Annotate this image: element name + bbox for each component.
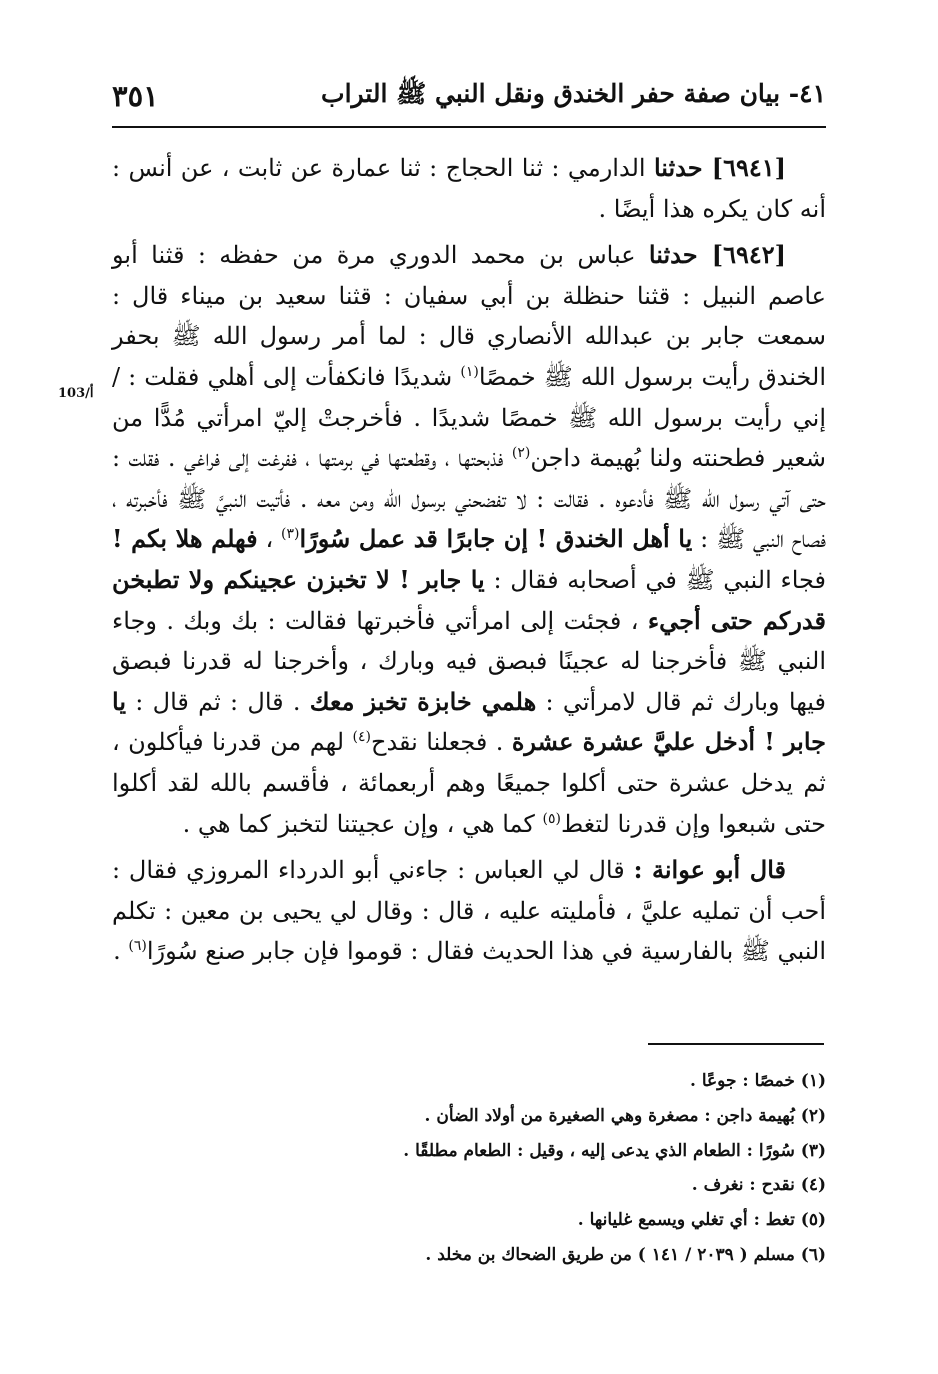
footnote: (٢) بُهيمة داجن : مصغرة وهي الصغيرة من أولاد الضأن . bbox=[424, 1105, 826, 1126]
paragraph bbox=[112, 850, 826, 972]
footnote: (٣) سُورًا : الطعام الذي يدعى إليه ، وقيل : الطعام مطلقًا . bbox=[403, 1140, 826, 1161]
footnote-ref: (٣) bbox=[281, 526, 300, 543]
bold-text: هلمي خابزة تخبز معك bbox=[309, 686, 537, 716]
footnote: (٦) مسلم ( ٢٠٣٩ / ١٤١ ) من طريق الضحاك بن مخلد . bbox=[425, 1244, 826, 1265]
text-segment: فجاء النبي ﷺ في أصحابه فقال : bbox=[484, 565, 827, 594]
text-segment: شديدًا فانكفأت إلى أهلي فقلت : / إني رأيت برسول الله ﷺ خمصًا شديدًا . فأخرجتْ إليّ امرأتي مُدًّا من شعير فطحنته ولنا بُهيمة داجن bbox=[112, 362, 826, 473]
text-segment: ، فجئت إلى امرأتي فأخبرتها فقالت : بك وبك . وجاء النبي ﷺ فأخرجنا له عجينًا فبصق فيه وبارك ، وأخرجنا له قدرنا فبصق فيها وبارك ثم قال لامرأتي : bbox=[112, 606, 826, 716]
footnote-ref: (٦) bbox=[128, 938, 147, 955]
page-header bbox=[112, 78, 826, 114]
main-text bbox=[112, 148, 826, 978]
bold-text: [٦٩٤١] حدثنا bbox=[653, 153, 786, 182]
bold-text: [٦٩٤٢] حدثنا bbox=[648, 240, 786, 270]
footnotes bbox=[112, 1064, 826, 1273]
text-segment: . فجعلنا نقدح bbox=[370, 728, 512, 757]
bold-text: يا جابر ! أدخل عليَّ عشرة عشرة bbox=[112, 686, 827, 757]
text-segment: عباس بن محمد الدوري مرة من حفظه : قثنا أبو عاصم النبيل : قثنا حنظلة بن أبي سفيان : قثنا سعيد بن ميناء قال : سمعت جابر بن عبدالله الأنصاري قال : لما أمر رسول الله ﷺ بحفر الخندق رأيت برسول الله ﷺ خمصًا bbox=[112, 241, 826, 391]
bold-text: فهلم هلا بكم ! bbox=[112, 524, 258, 554]
bold-text: يا أهل الخندق ! إن جابرًا قد عمل سُورًا bbox=[299, 524, 693, 554]
footnote: (٥) تغط : أي تغلي ويسمع غليانها . bbox=[577, 1210, 826, 1231]
text-segment: الدارمي : ثنا الحجاج : ثنا عمارة عن ثابت ، عن أنس : أنه كان يكره هذا أيضًا . bbox=[112, 154, 826, 223]
running-title: ٤١- بيان صفة حفر الخندق ونقل النبي ﷺ التراب bbox=[321, 78, 826, 108]
bold-text: قال أبو عوانة : bbox=[633, 855, 787, 885]
text-segment: فذبحتها ، وقطعتها في برمتها ، ففرغت إلى فراغي . فقلت : حتى آتي رسول الله ﷺ فأدعوه . فقالت : لا تفضحني برسول الله ومن معه . فأتيت النبيَّ ﷺ فأخبرته ، فصاح النبي ﷺ : bbox=[112, 444, 827, 554]
bold-text: يا جابر ! لا تخبزن عجينكم ولا تطبخن قدركم حتى أجيء bbox=[112, 564, 826, 635]
text-segment: ، bbox=[257, 525, 282, 554]
text-segment: لهم من قدرنا فيأكلون ، ثم يدخل عشرة حتى أكلوا جميعًا وهم أربعمائة ، فأقسم بالله لقد أكلوا حتى شبعوا وإن قدرنا لتغط bbox=[112, 728, 826, 838]
footnote-ref: (٢) bbox=[511, 445, 531, 462]
footnote: (١) خمصًا : جوعًا . bbox=[690, 1071, 826, 1091]
text-segment: قال لي العباس : جاءني أبو الدرداء المروزي فقال : أحب أن تمليه عليَّ ، فأمليته عليه ، قال : وقال لي يحيى بن معين : تكلم النبي ﷺ بالفارسية في هذا الحديث فقال : قوموا فإن جابر صنع سُورًا bbox=[112, 856, 826, 966]
paragraph bbox=[112, 148, 826, 229]
footnote-ref: (١) bbox=[460, 363, 479, 380]
text-segment: . bbox=[113, 937, 129, 966]
text-segment: . قال : ثم قال : bbox=[126, 687, 310, 716]
header-rule bbox=[112, 126, 826, 128]
page-number: ٣٥١ bbox=[112, 79, 159, 113]
text-segment: كما هي ، وإن عجيتنا لتخبز كما هي . bbox=[182, 809, 543, 838]
footnote: (٤) نقدح : نغرف . bbox=[691, 1175, 826, 1196]
paragraph bbox=[112, 235, 826, 844]
footnote-ref: (٥) bbox=[542, 810, 561, 827]
footnote-separator bbox=[648, 1043, 824, 1045]
footnote-ref: (٤) bbox=[352, 729, 371, 746]
margin-note: 103/أ bbox=[58, 386, 94, 401]
